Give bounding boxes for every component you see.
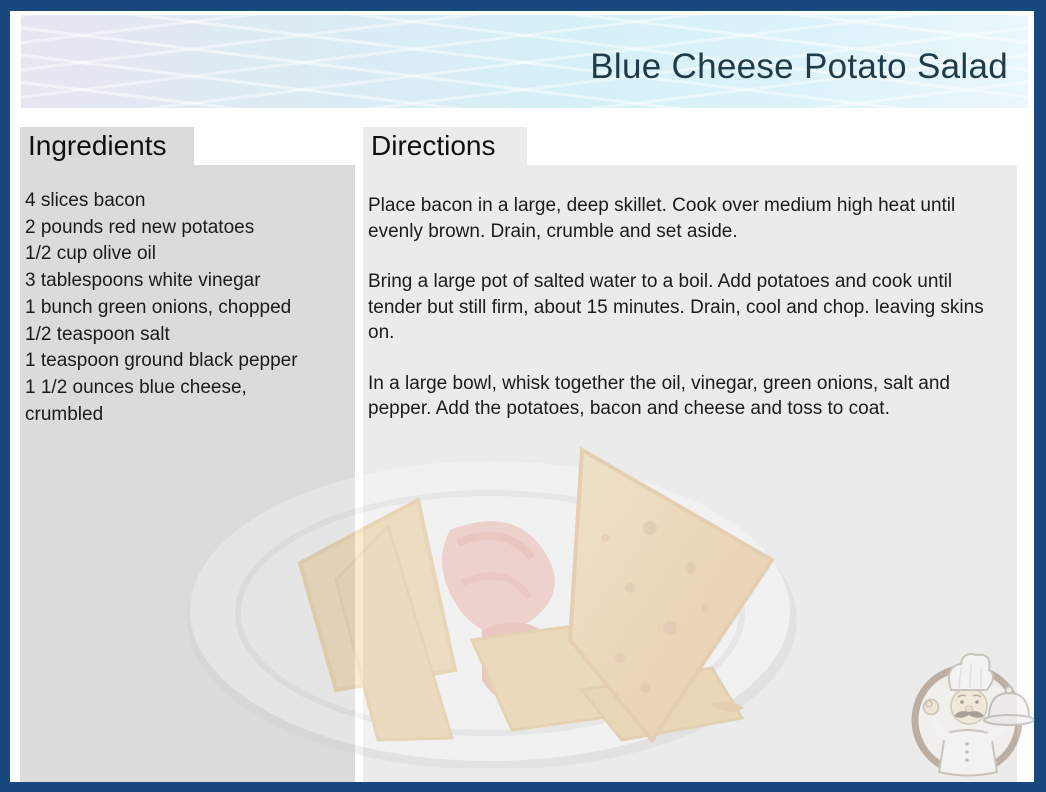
ingredient-item: 1/2 teaspoon salt [25, 323, 170, 345]
frame-border-top [0, 0, 1046, 11]
ingredient-item: 3 tablespoons white vinegar [25, 270, 261, 292]
header-band [21, 15, 1028, 108]
direction-step: In a large bowl, whisk together the oil, vinegar, green onions, salt and pepper. Add the potatoes, bacon and cheese and toss to coat. [368, 372, 950, 419]
frame-border-bottom [0, 782, 1046, 792]
page-title: Blue Cheese Potato Salad [590, 46, 1008, 86]
chef-with-cloche-logo-icon [903, 646, 1037, 780]
directions-paragraphs [368, 193, 990, 447]
ingredient-item: 1/2 cup olive oil [25, 243, 156, 265]
ingredients-heading: Ingredients [20, 127, 194, 165]
ingredient-item: 4 slices bacon [25, 190, 146, 211]
ingredient-item: 2 pounds red new potatoes [25, 216, 255, 238]
food-photo [150, 408, 830, 768]
direction-step: Place bacon in a large, deep skillet. Cook over medium high heat until evenly brown. Drain, crumble and set aside. [368, 195, 956, 242]
frame-border-left [0, 0, 10, 792]
directions-heading: Directions [363, 127, 527, 165]
direction-step: Bring a large pot of salted water to a boil. Add potatoes and cook until tender but still firm, about 15 minutes. Drain, cool and chop. leaving skins on. [368, 271, 984, 343]
ingredient-item: 1 bunch green onions, chopped [25, 296, 292, 318]
ingredients-list [25, 188, 323, 428]
ingredient-item: 1 teaspoon ground black pepper [25, 350, 298, 372]
ingredient-item: 1 1/2 ounces blue cheese, crumbled [25, 376, 247, 425]
